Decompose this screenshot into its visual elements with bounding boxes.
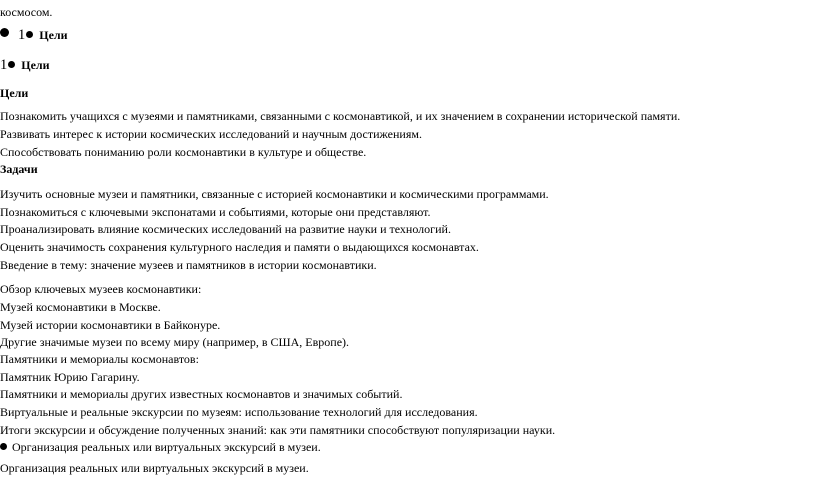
overview-line: Музей космонавтики в Москве. <box>0 300 161 314</box>
bullet-dot-icon <box>0 443 7 450</box>
goal-item: Познакомить учащихся с музеями и памятниками, связанными с космонавтикой, и их значением в сохранении исторической памяти. <box>0 109 681 123</box>
goal-item: Способствовать пониманию роли космонавтики в культуре и обществе. <box>0 145 367 159</box>
last-line: Организация реальных или виртуальных экскурсий в музеи. <box>0 461 309 475</box>
top-fragment: космосом. <box>0 5 53 19</box>
tasks-title: Задачи <box>0 162 38 176</box>
task-item: Оценить значимость сохранения культурного наследия и памяти о выдающихся космонавтах. <box>0 240 479 254</box>
task-item: Введение в тему: значение музеев и памятников в истории космонавтики. <box>0 258 377 272</box>
heading-row-1 <box>0 28 68 42</box>
task-item: Познакомиться с ключевыми экспонатами и событиями, которые они представляют. <box>0 205 431 219</box>
goal-item: Развивать интерес к истории космических исследований и научным достижениям. <box>0 127 422 141</box>
heading-number: 1 <box>18 27 26 43</box>
overview-line: Музей истории космонавтики в Байконуре. <box>0 318 221 332</box>
bullet-item-text: Организация реальных или виртуальных экскурсий в музеи. <box>12 440 321 454</box>
heading-text: Цели <box>39 28 68 42</box>
overview-line: Обзор ключевых музеев космонавтики: <box>0 282 202 296</box>
bullet-list-item <box>0 440 321 454</box>
heading-text: Цели <box>21 58 50 72</box>
heading-row-2 <box>0 58 50 72</box>
overview-line: Памятники и мемориалы космонавтов: <box>0 352 199 366</box>
overview-line: Памятники и мемориалы других известных космонавтов и значимых событий. <box>0 387 403 401</box>
bullet-dot-icon <box>26 31 33 38</box>
task-item: Проанализировать влияние космических исследований на развитие науки и технологий. <box>0 222 451 236</box>
goals-title: Цели <box>0 86 29 100</box>
task-item: Изучить основные музеи и памятники, связанные с историей космонавтики и космическими программами. <box>0 187 549 201</box>
overview-line: Итоги экскурсии и обсуждение полученных знаний: как эти памятники способствуют популяризации науки. <box>0 423 556 437</box>
bullet-dot-icon <box>8 61 15 68</box>
overview-line: Памятник Юрию Гагарину. <box>0 370 140 384</box>
overview-line: Другие значимые музеи по всему миру (например, в США, Европе). <box>0 335 350 349</box>
heading-number: 1 <box>0 57 8 73</box>
bullet-dot-icon <box>0 28 9 37</box>
overview-line: Виртуальные и реальные экскурсии по музеям: использование технологий для исследования. <box>0 405 478 419</box>
